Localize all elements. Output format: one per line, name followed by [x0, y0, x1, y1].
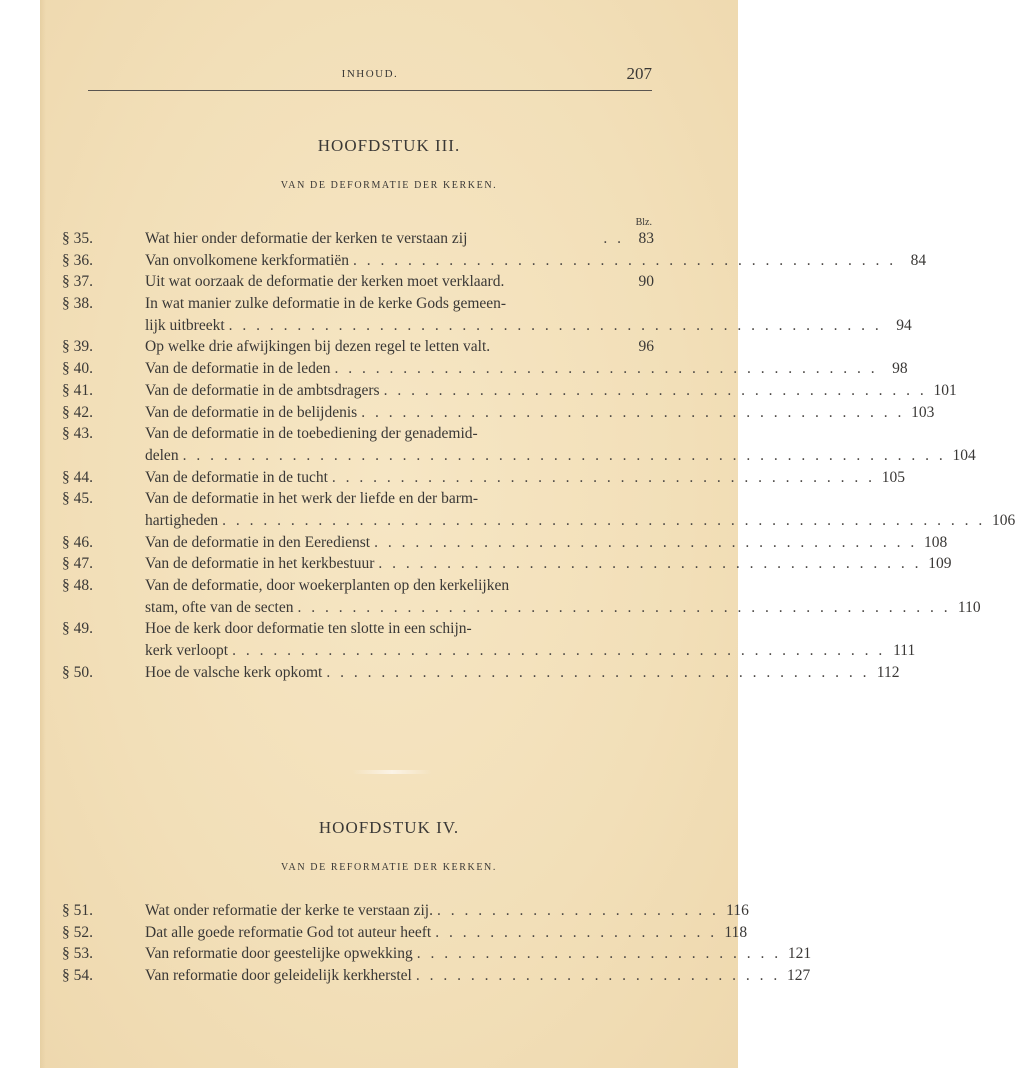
- entry-page-number: 84: [910, 251, 927, 269]
- entry-title: Dat alle goede reformatie God tot auteur heeft: [145, 923, 432, 941]
- entry-text: [145, 293, 912, 336]
- entry-page-number: 112: [876, 663, 900, 681]
- entry-page-number: 105: [881, 468, 906, 486]
- entry-text: [145, 467, 906, 489]
- toc-entry: [62, 228, 654, 250]
- entry-title: lijk uitbreekt: [145, 316, 225, 334]
- toc-entry: [62, 922, 748, 944]
- entry-page-number: 90: [638, 273, 654, 291]
- chapter-4-title: HOOFDSTUK IV.: [318, 818, 460, 837]
- entry-title: Op welke drie afwijkingen bij dezen regel te letten valt.: [145, 338, 491, 356]
- section-number: § 36.: [62, 251, 93, 269]
- entry-final-line: [145, 402, 935, 424]
- section-number: § 49.: [62, 620, 93, 638]
- entry-final-line: [145, 965, 811, 987]
- entry-title: kerk verloopt: [145, 642, 229, 660]
- entry-page-number: 118: [724, 923, 748, 941]
- entry-text: [145, 358, 908, 380]
- entry-title: Van onvolkomene kerkformatiën: [145, 251, 350, 269]
- dot-leader: . . . . . . . . . . . . . . . . . . . . . . . . . . . . . . . . . . . . . . . .: [334, 360, 878, 378]
- dot-leader: . . . . . . . . . . . . . . . . . . . . . . . . . . . . . . . . . . . . . . . . . . . . . . . . . . . . . . . .: [182, 446, 946, 464]
- book-page: [40, 0, 1015, 1068]
- entry-text: [145, 488, 1015, 531]
- entry-final-line: [145, 358, 908, 380]
- page-edge-shadow: [40, 0, 46, 1068]
- entry-final-line: [145, 662, 900, 684]
- entry-final-line: [145, 532, 948, 554]
- dot-leader: . . . . . . . . . . . . . . . . . . . . . . . . . . . . . . . . . . . . . . . .: [331, 468, 876, 486]
- header-rule: [88, 90, 652, 91]
- entry-title: Wat hier onder deformatie der kerken te verstaan zij: [145, 230, 468, 247]
- chapter-3-contents: [62, 228, 1015, 683]
- section-number: § 52.: [62, 923, 93, 941]
- entry-title-line: Van de deformatie in het werk der liefde en der barm-: [145, 490, 479, 508]
- entry-final-line: [145, 315, 912, 337]
- section-number: § 48.: [62, 577, 93, 594]
- entry-text: [145, 402, 935, 424]
- dot-leader: . . . . . . . . . . . . . . . . . . . . . . . . . . . . . . . . . . . . . . . .: [361, 403, 905, 421]
- section-number: § 37.: [62, 273, 93, 291]
- page-number: 207: [626, 64, 652, 83]
- entry-title: Van de deformatie in de belijdenis: [145, 403, 358, 421]
- entry-page-number: 106: [992, 511, 1015, 529]
- toc-entry: [62, 250, 927, 272]
- entry-title-line: In wat manier zulke deformatie in de kerke Gods gemeen-: [145, 295, 507, 313]
- toc-entry: [62, 380, 957, 402]
- entry-text: [145, 380, 957, 402]
- toc-entry: [62, 467, 906, 489]
- dot-leader: . . . . . . . . . . . . . . . . . . . . . . . . . . . . . . . . . . . . . . . . . . . . . . . .: [232, 642, 886, 660]
- entry-final-line: [145, 510, 1015, 532]
- entry-text: [145, 943, 812, 965]
- toc-entry: [62, 965, 811, 987]
- entry-page-number: 83: [638, 230, 654, 247]
- entry-final-line: [145, 922, 748, 944]
- entry-title: Van reformatie door geestelijke opwekking: [145, 945, 413, 963]
- toc-entry: [62, 553, 952, 575]
- entry-page-number: 121: [787, 945, 812, 963]
- entry-text: [145, 965, 811, 987]
- running-header: [88, 64, 652, 86]
- entry-text: [145, 336, 654, 358]
- entry-page-number: 101: [933, 381, 957, 399]
- entry-title: Hoe de valsche kerk opkomt: [145, 663, 323, 681]
- toc-entry: [62, 402, 935, 424]
- dot-leader: . . . . . . . . . . . . . . . . . . . . . . . . . . . . . . . . . . . . . . . . . . . . . . . .: [297, 598, 951, 616]
- dot-leader: . . . . . . . . . . . . . . . . . . . . . . . . . . . . . . . . . . . . . . . .: [326, 663, 870, 681]
- entry-final-line: [145, 553, 952, 575]
- running-title: INHOUD.: [341, 68, 399, 80]
- entry-page-number: 109: [928, 555, 952, 573]
- toc-entry: [62, 336, 654, 358]
- entry-title: Van de deformatie in den Eeredienst: [145, 533, 371, 551]
- entry-final-line: [145, 336, 654, 358]
- entry-page-number: 111: [893, 642, 916, 660]
- entry-page-number: 96: [638, 338, 654, 356]
- entry-page-number: 94: [896, 316, 912, 334]
- dot-leader: . . . . . . . . . . . . . . . . . . . . .: [436, 902, 719, 919]
- entry-final-line: [145, 943, 812, 965]
- dot-leader: . . . . . . . . . . . . . . . . . . . . . . . . . . .: [416, 945, 782, 963]
- chapter-3-subtitle: VAN DE DEFORMATIE DER KERKEN.: [280, 180, 498, 191]
- entry-text: [145, 423, 976, 466]
- page-column-label: Blz.: [635, 217, 652, 228]
- chapter-4-subtitle: VAN DE REFORMATIE DER KERKEN.: [281, 862, 497, 873]
- entry-final-line: [145, 380, 957, 402]
- chapter-4-contents: [62, 900, 812, 987]
- section-number: § 40.: [62, 360, 93, 378]
- dot-leader: . .: [603, 230, 624, 247]
- entry-title: Van de deformatie in het kerkbestuur: [145, 555, 375, 573]
- section-number: § 45.: [62, 490, 93, 508]
- toc-entry: [62, 532, 948, 554]
- entry-title: Wat onder reformatie der kerke te verstaan zij.: [145, 902, 433, 919]
- dot-leader: . . . . . . . . . . . . . . . . . . . . . . . . . . .: [415, 967, 781, 985]
- entry-title: Uit wat oorzaak de deformatie der kerken moet verklaard.: [145, 273, 505, 291]
- entry-page-number: 110: [957, 598, 981, 616]
- entry-final-line: [145, 467, 906, 489]
- toc-entry: [62, 488, 1015, 531]
- entry-text: [145, 662, 900, 684]
- entry-title: Van reformatie door geleidelijk kerkherstel: [145, 967, 412, 985]
- chapter-3-title: HOOFDSTUK III.: [317, 136, 461, 155]
- section-number: § 38.: [62, 295, 93, 313]
- entry-title: Van de deformatie in de leden: [145, 360, 331, 378]
- section-number: § 43.: [62, 425, 93, 443]
- entry-final-line: [145, 250, 927, 272]
- entry-final-line: [145, 640, 916, 662]
- dot-leader: . . . . . . . . . . . . . . . . . . . . . . . . . . . . . . . . . . . . . . . .: [353, 251, 897, 269]
- entry-text: [145, 553, 952, 575]
- entry-text: [145, 271, 654, 293]
- entry-text: [145, 618, 916, 661]
- entry-page-number: 116: [726, 902, 749, 919]
- toc-entry: [62, 293, 912, 336]
- entry-title: delen: [145, 446, 179, 464]
- entry-title: Van de deformatie in de tucht: [145, 468, 328, 486]
- section-number: § 41.: [62, 381, 93, 399]
- toc-entry: [62, 900, 749, 922]
- section-number: § 50.: [62, 663, 93, 681]
- section-number: § 35.: [62, 230, 93, 247]
- entry-page-number: 103: [911, 403, 935, 421]
- section-ornament: [352, 770, 432, 774]
- entry-title-line: Van de deformatie, door woekerplanten op den kerkelijken: [145, 577, 510, 594]
- entry-title-line: Hoe de kerk door deformatie ten slotte in een schijn-: [145, 620, 472, 638]
- entry-text: [145, 900, 749, 922]
- entry-page-number: 108: [923, 533, 948, 551]
- toc-entry: [62, 271, 654, 293]
- section-number: § 44.: [62, 468, 93, 486]
- entry-final-line: [145, 271, 654, 293]
- dot-leader: . . . . . . . . . . . . . . . . . . . . . . . . . . . . . . . . . . . . . . . .: [378, 555, 922, 573]
- dot-leader: . . . . . . . . . . . . . . . . . . . . . . . . . . . . . . . . . . . . . . . . . . . . . . . .: [228, 316, 882, 334]
- entry-text: [145, 250, 927, 272]
- dot-leader: . . . . . . . . . . . . . . . . . . . . .: [435, 923, 718, 941]
- entry-final-line: [145, 900, 749, 922]
- dot-leader: . . . . . . . . . . . . . . . . . . . . . . . . . . . . . . . . . . . . . . . .: [383, 381, 927, 399]
- entry-title: hartigheden: [145, 511, 219, 529]
- section-number: § 54.: [62, 967, 93, 985]
- section-number: § 39.: [62, 338, 93, 356]
- toc-entry: [62, 943, 812, 965]
- entry-text: [145, 532, 948, 554]
- entry-final-line: [145, 597, 981, 619]
- entry-title: stam, ofte van de secten: [145, 598, 294, 616]
- toc-entry: [62, 662, 900, 684]
- dot-leader: . . . . . . . . . . . . . . . . . . . . . . . . . . . . . . . . . . . . . . . . . . . . . . . . . . . . . . . .: [222, 511, 986, 529]
- entry-page-number: 127: [786, 967, 811, 985]
- entry-text: [145, 575, 981, 618]
- entry-final-line: [145, 228, 654, 250]
- section-number: § 47.: [62, 555, 93, 573]
- entry-page-number: 104: [952, 446, 976, 464]
- dot-leader: . . . . . . . . . . . . . . . . . . . . . . . . . . . . . . . . . . . . . . . .: [374, 533, 918, 551]
- section-number: § 53.: [62, 945, 93, 963]
- section-number: § 46.: [62, 533, 93, 551]
- toc-entry: [62, 358, 908, 380]
- toc-entry: [62, 575, 981, 618]
- entry-title-line: Van de deformatie in de toebediening der genademid-: [145, 425, 478, 443]
- entry-text: [145, 922, 748, 944]
- toc-entry: [62, 423, 976, 466]
- entry-text: [145, 228, 654, 250]
- section-number: § 42.: [62, 403, 93, 421]
- entry-final-line: [145, 445, 976, 467]
- section-number: § 51.: [62, 902, 93, 919]
- entry-page-number: 98: [892, 360, 908, 378]
- toc-entry: [62, 618, 916, 661]
- entry-title: Van de deformatie in de ambtsdragers: [145, 381, 380, 399]
